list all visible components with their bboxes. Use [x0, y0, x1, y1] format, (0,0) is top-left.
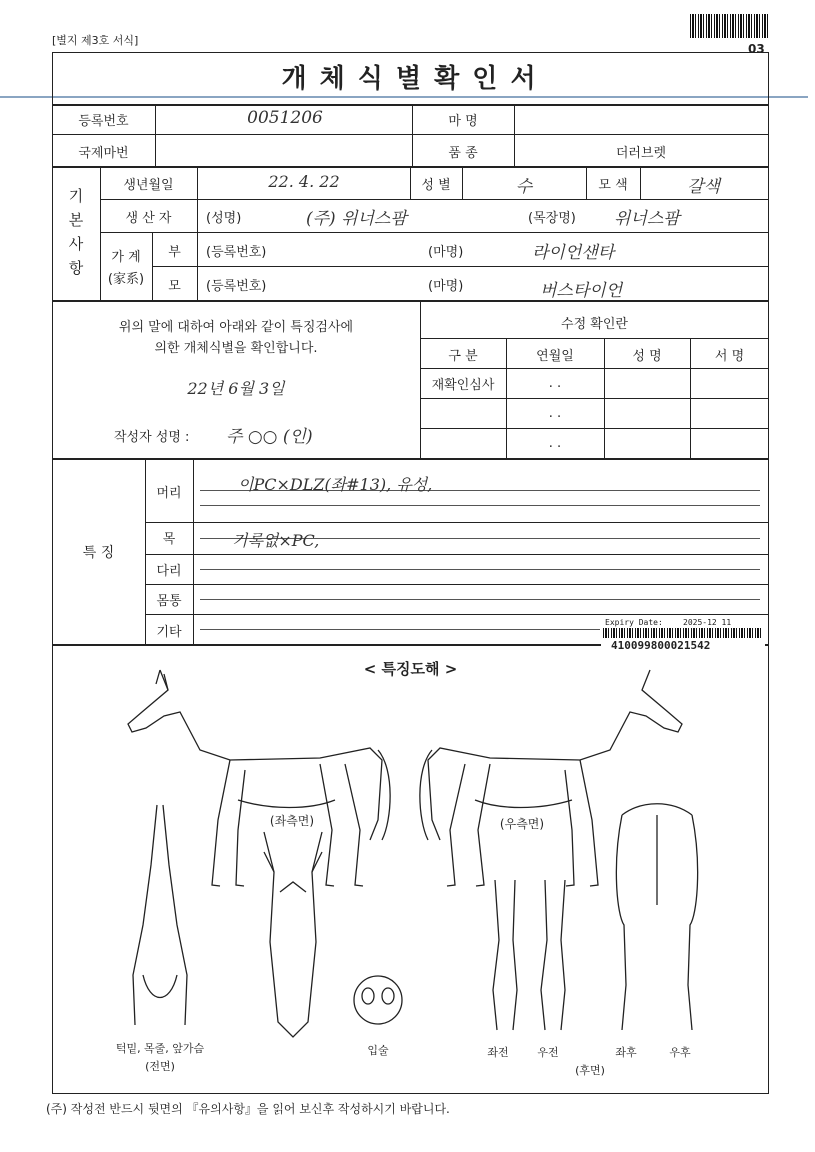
form-tag: [별지 제3호 서식]: [52, 34, 139, 47]
revision-header-sign: 서 명: [714, 349, 745, 364]
confirm-statement-2: 의한 개체식별을 확인합니다.: [154, 341, 318, 356]
dam-reg-label: (등록번호): [206, 279, 267, 294]
sire-label: 부: [168, 245, 181, 260]
neck-label: 목: [162, 532, 176, 547]
dam-name-label: (마명): [428, 279, 464, 294]
diagram-title: < 특징도해 >: [363, 660, 458, 678]
left-hind-caption: 좌후: [615, 1046, 637, 1059]
muzzle-diagram: [350, 972, 410, 1032]
intl-no-label: 국제마번: [78, 146, 129, 161]
sticker-barcode: [603, 628, 761, 638]
lineage-hanja: (家系): [107, 272, 145, 287]
document-barcode: [690, 14, 768, 38]
dam-label: 모: [168, 279, 181, 294]
right-side-caption: (우측면): [499, 817, 545, 831]
producer-name-value: (주) 위너스팜: [306, 209, 407, 229]
horse-name-label: 마 명: [448, 114, 478, 129]
left-side-caption: (좌측면): [269, 814, 315, 828]
front-neck-diagram: [125, 805, 195, 1035]
dob-value: 22. 4. 22: [268, 172, 340, 191]
author-label: 작성자 성명 :: [114, 430, 190, 445]
confirm-statement-1: 위의 말에 대하여 아래와 같이 특징검사에: [118, 320, 354, 335]
revision-header-type: 구 분: [448, 349, 478, 364]
revision-row-date: . .: [548, 436, 562, 451]
basic-section-label: 기본사항: [68, 187, 84, 277]
expiry-sticker: [601, 616, 765, 654]
reg-no-label: 등록번호: [78, 114, 129, 129]
coat-value: 갈색: [687, 177, 720, 197]
expiry-date: 2025-12 11: [683, 618, 732, 627]
dam-name-value: 버스타이언: [540, 281, 623, 301]
revision-row-date: . .: [548, 406, 562, 421]
expiry-label: Expiry Date:: [605, 618, 663, 627]
front-legs-diagram: [485, 880, 575, 1040]
head-front-diagram: [258, 832, 328, 1042]
reg-no-value: 0051206: [247, 108, 323, 128]
producer-name-label: (성명): [206, 211, 242, 226]
revision-row-type: 재확인심사: [431, 378, 495, 393]
features-label: 특 징: [82, 545, 115, 561]
document-title: 개 체 식 별 확 인 서: [281, 64, 538, 94]
other-label: 기타: [156, 625, 182, 640]
rear-diagram: [612, 805, 702, 1035]
page-code: 03: [748, 42, 765, 56]
farm-value: 위너스팜: [614, 209, 680, 229]
legs-label: 다리: [156, 564, 182, 579]
revision-title: 수정 확인란: [561, 317, 628, 332]
confirm-date: 22년 6월 3일: [187, 379, 285, 398]
dob-label: 생년월일: [123, 178, 174, 193]
breed-label: 품 종: [448, 146, 478, 161]
producer-label: 생 산 자: [125, 211, 172, 226]
farm-label: (목장명): [528, 211, 576, 226]
left-fore-caption: 좌전: [487, 1046, 509, 1059]
body-label: 몸통: [156, 594, 182, 609]
sex-value: 수: [515, 177, 533, 197]
sticker-number: 410099800021542: [611, 639, 711, 652]
sex-label: 성 별: [421, 178, 451, 193]
author-value: 주 ○○ (인): [226, 427, 313, 447]
front-caption-1: 턱밑, 목줄, 앞가슴: [115, 1042, 205, 1055]
head-label: 머리: [156, 486, 182, 501]
footer-note: (주) 작성전 반드시 뒷면의 『유의사항』을 읽어 보신후 작성하시기 바랍니다.: [46, 1102, 450, 1116]
head-value: 이PC×DLZ(좌#13), 유성,: [238, 475, 433, 494]
sire-name-value: 라이언샌타: [532, 243, 615, 263]
right-fore-caption: 우전: [537, 1046, 559, 1059]
rear-caption: (후면): [575, 1064, 605, 1077]
coat-label: 모 색: [598, 178, 628, 193]
right-hind-caption: 우후: [669, 1046, 691, 1059]
sire-reg-label: (등록번호): [206, 245, 267, 260]
front-caption-2: (전면): [145, 1060, 175, 1073]
sire-name-label: (마명): [428, 245, 464, 260]
revision-header-date: 연월일: [536, 349, 574, 364]
lineage-label: 가 계: [111, 250, 141, 265]
revision-row-date: . .: [548, 376, 562, 391]
breed-value: 더러브렛: [615, 146, 667, 161]
revision-header-name: 성 명: [632, 349, 662, 364]
muzzle-caption: 입술: [367, 1044, 389, 1057]
neck-value: 기록없×PC,: [232, 531, 320, 550]
